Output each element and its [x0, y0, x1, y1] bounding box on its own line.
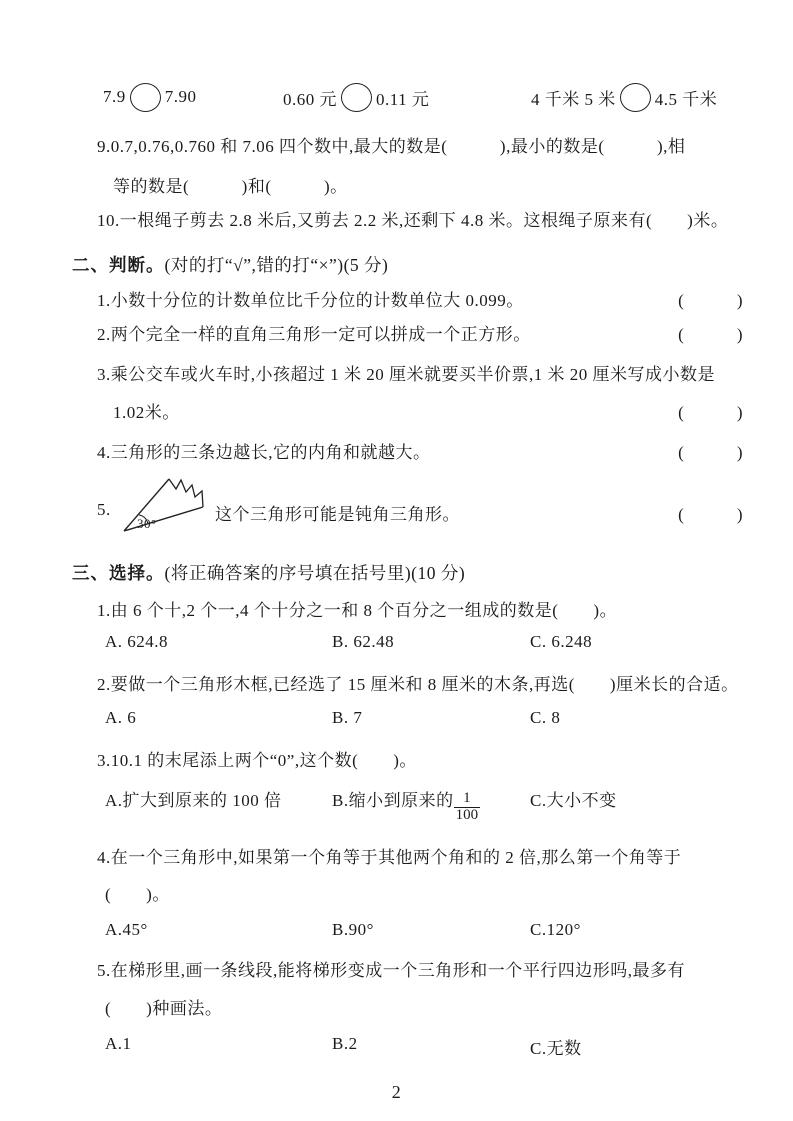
- judge-item-2: [97, 322, 743, 348]
- question-9-line-2: 等的数是( )和( )。: [113, 177, 348, 196]
- option-b: B.90°: [332, 920, 374, 939]
- choice-q1-text: 1.由 6 个十,2 个一,4 个十分之一和 8 个百分之一组成的数是( )。: [97, 601, 618, 620]
- option-c: C.大小不变: [530, 791, 617, 810]
- comparison-right-value: 7.90: [164, 87, 197, 106]
- section-judge-label: 二、判断。: [72, 255, 165, 275]
- choice-q5-line-2: ( )种画法。: [105, 999, 223, 1018]
- judge-item-3-line-1: 3.乘公交车或火车时,小孩超过 1 米 20 厘米就要买半价票,1 米 20 厘米写成小数是: [97, 365, 715, 384]
- section-judge-note: (对的打“√”,错的打“×”)(5 分): [164, 255, 389, 275]
- comparison-right-value: 0.11 元: [376, 89, 430, 109]
- judge-item-5: [97, 474, 743, 538]
- comparison-left-value: 0.60 元: [283, 89, 337, 109]
- choice-q4-options: [0, 920, 793, 950]
- comparison-circle: [620, 83, 651, 112]
- judge-item-2-text: 2.两个完全一样的直角三角形一定可以拼成一个正方形。: [97, 325, 531, 344]
- option-a: A.1: [105, 1034, 132, 1053]
- angle-degree-label: 30°: [137, 516, 157, 531]
- option-a: A. 6: [105, 708, 137, 727]
- option-c: C.无数: [530, 1039, 582, 1058]
- choice-q1-options: [0, 632, 793, 662]
- choice-q5-line-1: 5.在梯形里,画一条线段,能将梯形变成一个三角形和一个平行四边形吗,最多有: [97, 961, 685, 980]
- option-c: C. 6.248: [530, 632, 593, 651]
- comparison-circle: [341, 83, 372, 112]
- comparison-pair: [531, 80, 717, 114]
- choice-q4-line-2: ( )。: [105, 885, 170, 904]
- option-c: C. 8: [530, 708, 561, 727]
- torn-edge-zigzag: [169, 479, 203, 507]
- answer-bracket: ( ): [678, 403, 743, 422]
- judge-item-5-number: 5.: [97, 500, 111, 519]
- comparison-circle: [130, 83, 161, 112]
- fraction-denominator: 100: [455, 807, 479, 823]
- judge-item-4-text: 4.三角形的三条边越长,它的内角和就越大。: [97, 443, 431, 462]
- answer-bracket: ( ): [678, 291, 743, 310]
- section-choice-label: 三、选择。: [72, 563, 165, 583]
- answer-bracket: ( ): [678, 325, 743, 344]
- answer-bracket: ( ): [678, 443, 743, 462]
- option-b-text: B.缩小到原来的: [332, 791, 454, 810]
- comparison-pair: [103, 80, 197, 114]
- choice-q5-options: [0, 1034, 793, 1064]
- question-10: 10.一根绳子剪去 2.8 米后,又剪去 2.2 米,还剩下 4.8 米。这根绳子原来有( )米。: [97, 211, 729, 230]
- comparison-right-value: 4.5 千米: [654, 89, 718, 109]
- option-b: B.2: [332, 1034, 358, 1053]
- question-9-line-1: 9.0.7,0.76,0.760 和 7.06 四个数中,最大的数是( ),最小的数是( ),相: [97, 137, 686, 156]
- option-a: A.扩大到原来的 100 倍: [105, 791, 282, 810]
- option-a: A.45°: [105, 920, 148, 939]
- judge-item-3-line-2: [113, 400, 743, 426]
- section-choice-note: (将正确答案的序号填在括号里)(10 分): [164, 563, 466, 583]
- judge-item-1-text: 1.小数十分位的计数单位比千分位的计数单位大 0.099。: [97, 291, 524, 310]
- judge-item-4: [97, 440, 743, 466]
- comparison-left-value: 4 千米 5 米: [531, 89, 616, 109]
- comparison-pair: [283, 80, 429, 114]
- comparison-left-value: 7.9: [103, 87, 126, 106]
- option-a: A. 624.8: [105, 632, 169, 651]
- option-b: B. 62.48: [332, 632, 395, 651]
- option-c: C.120°: [530, 920, 581, 939]
- choice-q3-options: [0, 786, 793, 823]
- choice-q2-text: 2.要做一个三角形木框,已经选了 15 厘米和 8 厘米的木条,再选( )厘米长的合适。: [97, 675, 739, 694]
- choice-q4-line-1: 4.在一个三角形中,如果第一个角等于其他两个角和的 2 倍,那么第一个角等于: [97, 848, 682, 867]
- answer-bracket: ( ): [678, 505, 743, 524]
- fraction: [454, 791, 481, 824]
- section-choice-heading: [72, 560, 465, 586]
- angle-figure: [119, 474, 211, 536]
- choice-q2-options: [0, 708, 793, 738]
- section-judge-heading: [72, 252, 388, 278]
- option-b: B. 7: [332, 708, 363, 727]
- page-number: 2: [391, 1082, 402, 1102]
- fraction-numerator: 1: [463, 790, 471, 807]
- judge-item-5-text: 这个三角形可能是钝角三角形。: [215, 505, 460, 524]
- option-b: [332, 786, 480, 824]
- judge-item-1: [97, 288, 743, 314]
- choice-q3-text: 3.10.1 的末尾添上两个“0”,这个数( )。: [97, 751, 417, 770]
- judge-item-3-text: 1.02米。: [113, 403, 180, 422]
